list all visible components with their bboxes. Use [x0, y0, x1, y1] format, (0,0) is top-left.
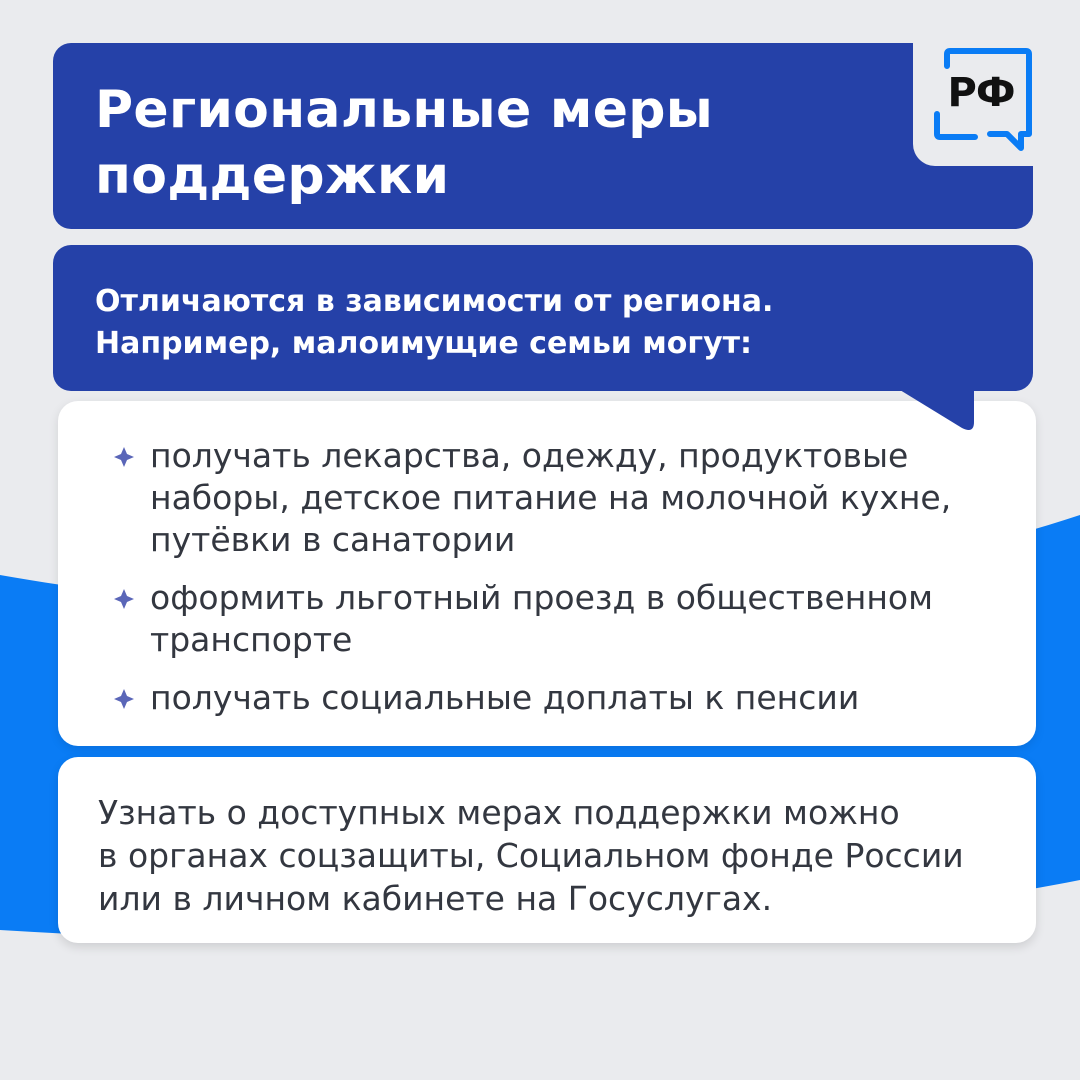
- info-text: Узнать о доступных мерах поддержки можно в органах соцзащиты, Социальном фонде России или в личном кабинете на Госуслугах.: [98, 793, 964, 918]
- list-item: [110, 677, 996, 719]
- intro-card: [53, 245, 1033, 391]
- info-card: [58, 757, 1036, 943]
- page-title: Региональные меры поддержки: [95, 80, 714, 206]
- list-item-text: получать социальные доплаты к пенсии: [150, 678, 860, 717]
- speech-bubble-tail: [900, 380, 990, 440]
- list-item-text: получать лекарства, одежду, продуктовые наборы, детское питание на молочной кухне, путёвки в санатории: [150, 436, 952, 559]
- title-card: [53, 43, 1033, 229]
- list-item: [110, 577, 996, 661]
- list-item-text: оформить льготный проезд в общественном транспорте: [150, 578, 933, 659]
- diamond-bullet-icon: [114, 447, 134, 467]
- list-item: [110, 435, 996, 561]
- list-card: [58, 401, 1036, 746]
- support-list: [110, 435, 996, 719]
- intro-text: Отличаются в зависимости от региона. Например, малоимущие семьи могут:: [95, 284, 774, 361]
- diamond-bullet-icon: [114, 589, 134, 609]
- diamond-bullet-icon: [114, 689, 134, 709]
- logo-text: РФ: [947, 70, 1015, 116]
